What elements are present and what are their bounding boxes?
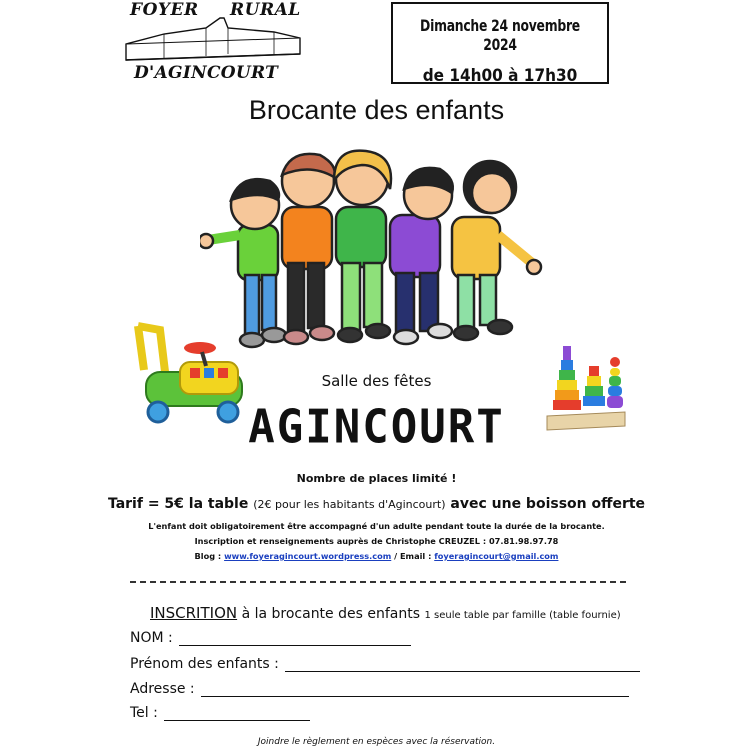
venue-label: Salle des fêtes <box>321 372 432 390</box>
nom-field <box>130 630 411 646</box>
blog-label: Blog : <box>194 551 222 561</box>
links-line <box>0 551 753 561</box>
registration-heading-underlined: INSCRITION <box>150 604 238 622</box>
contact-info: Inscription et renseignements auprès de Christophe CREUZEL : 07.81.98.97.78 <box>194 536 559 546</box>
children-illustration <box>200 145 550 355</box>
supervision-notice: L'enfant doit obligatoirement être accompagné d'un adulte pendant toute la durée de la brocante. <box>148 521 605 531</box>
cut-line-divider <box>130 581 626 583</box>
pricing-line <box>0 496 753 512</box>
adresse-label: Adresse : <box>130 681 195 697</box>
payment-note: Joindre le règlement en espèces avec la réservation. <box>257 737 496 747</box>
prenom-blank-line[interactable] <box>285 657 640 672</box>
adresse-blank-line[interactable] <box>201 682 629 697</box>
price-extra: avec une boisson offerte <box>450 496 646 512</box>
email-label: / Email : <box>394 551 432 561</box>
nom-label: NOM : <box>130 630 173 646</box>
venue-town: AGINCOURT <box>248 400 505 455</box>
logo-building-icon <box>124 14 302 66</box>
price-detail: (2€ pour les habitants d'Agincourt) <box>253 498 446 511</box>
registration-heading-text: à la brocante des enfants <box>241 606 421 622</box>
logo-text-rural: RURAL <box>230 0 301 20</box>
price-main: Tarif = 5€ la table <box>107 496 249 512</box>
registration-heading <box>150 604 621 622</box>
prenom-label: Prénom des enfants : <box>130 656 279 672</box>
tel-label: Tel : <box>130 705 158 721</box>
tel-field <box>130 705 310 721</box>
logo-text-foyer: FOYER <box>130 0 199 20</box>
adresse-field <box>130 681 629 697</box>
tel-blank-line[interactable] <box>164 706 310 721</box>
event-date: Dimanche 24 novembre 2024 <box>420 16 580 54</box>
registration-note: 1 seule table par famille (table fournie) <box>424 610 621 621</box>
date-box <box>391 2 609 84</box>
page-title: Brocante des enfants <box>248 95 505 125</box>
email-link[interactable]: foyeragincourt@gmail.com <box>434 551 559 561</box>
limited-places-notice: Nombre de places limité ! <box>296 472 457 485</box>
prenom-field <box>130 656 640 672</box>
foyer-rural-logo <box>124 0 302 86</box>
blog-link[interactable]: www.foyeragincourt.wordpress.com <box>224 551 392 561</box>
event-hours: de 14h00 à 17h30 <box>422 66 578 86</box>
logo-text-agincourt: D'AGINCOURT <box>134 63 279 83</box>
nom-blank-line[interactable] <box>179 631 411 646</box>
